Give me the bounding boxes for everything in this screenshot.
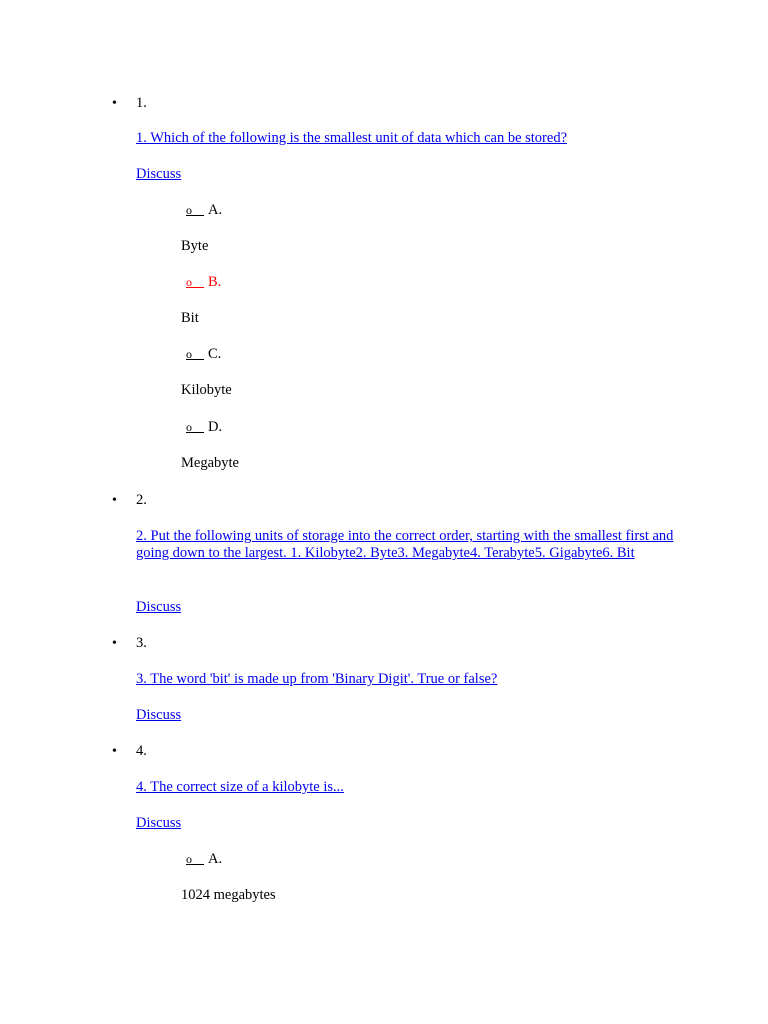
option-text: Byte	[181, 238, 209, 254]
radio-marker: o	[186, 420, 192, 434]
option-radio[interactable]	[186, 419, 222, 436]
option-letter: A.	[208, 851, 223, 867]
list-bullet: •	[112, 636, 117, 651]
option-radio-incorrect[interactable]	[186, 274, 221, 291]
question-link[interactable]: 3. The word 'bit' is made up from 'Binary Digit'. True or false?	[136, 671, 498, 687]
discuss-link[interactable]: Discuss	[136, 166, 182, 182]
option-text: 1024 megabytes	[181, 887, 276, 903]
question-number: 3.	[136, 635, 147, 651]
question-link[interactable]: 4. The correct size of a kilobyte is...	[136, 779, 344, 795]
question-number: 4.	[136, 743, 147, 759]
question-link[interactable]: 1. Which of the following is the smallest unit of data which can be stored?	[136, 130, 567, 146]
discuss-link[interactable]: Discuss	[136, 707, 182, 723]
option-letter: D.	[208, 419, 223, 435]
radio-marker: o	[186, 203, 192, 217]
radio-marker: o	[186, 347, 192, 361]
radio-marker: o	[186, 852, 192, 866]
list-bullet: •	[112, 744, 117, 759]
discuss-link[interactable]: Discuss	[136, 815, 182, 831]
discuss-link[interactable]: Discuss	[136, 599, 182, 615]
radio-marker: o	[186, 275, 192, 289]
option-letter: C.	[208, 346, 222, 362]
list-bullet: •	[112, 96, 117, 111]
option-text: Kilobyte	[181, 382, 232, 398]
question-link[interactable]: 2. Put the following units of storage into the correct order, starting with the smallest first and going down to the largest. 1. Kilobyte2. Byte3. Megabyte4. Terabyte5. Gigabyte6. Bit	[136, 528, 674, 561]
option-radio[interactable]	[186, 346, 221, 363]
option-text: Bit	[181, 310, 199, 326]
option-radio[interactable]	[186, 202, 222, 219]
option-radio[interactable]	[186, 851, 222, 868]
option-letter: A.	[208, 202, 223, 218]
option-text: Megabyte	[181, 455, 239, 471]
option-letter: B.	[208, 274, 222, 290]
question-number: 1.	[136, 95, 147, 111]
list-bullet: •	[112, 493, 117, 508]
question-number: 2.	[136, 492, 147, 508]
